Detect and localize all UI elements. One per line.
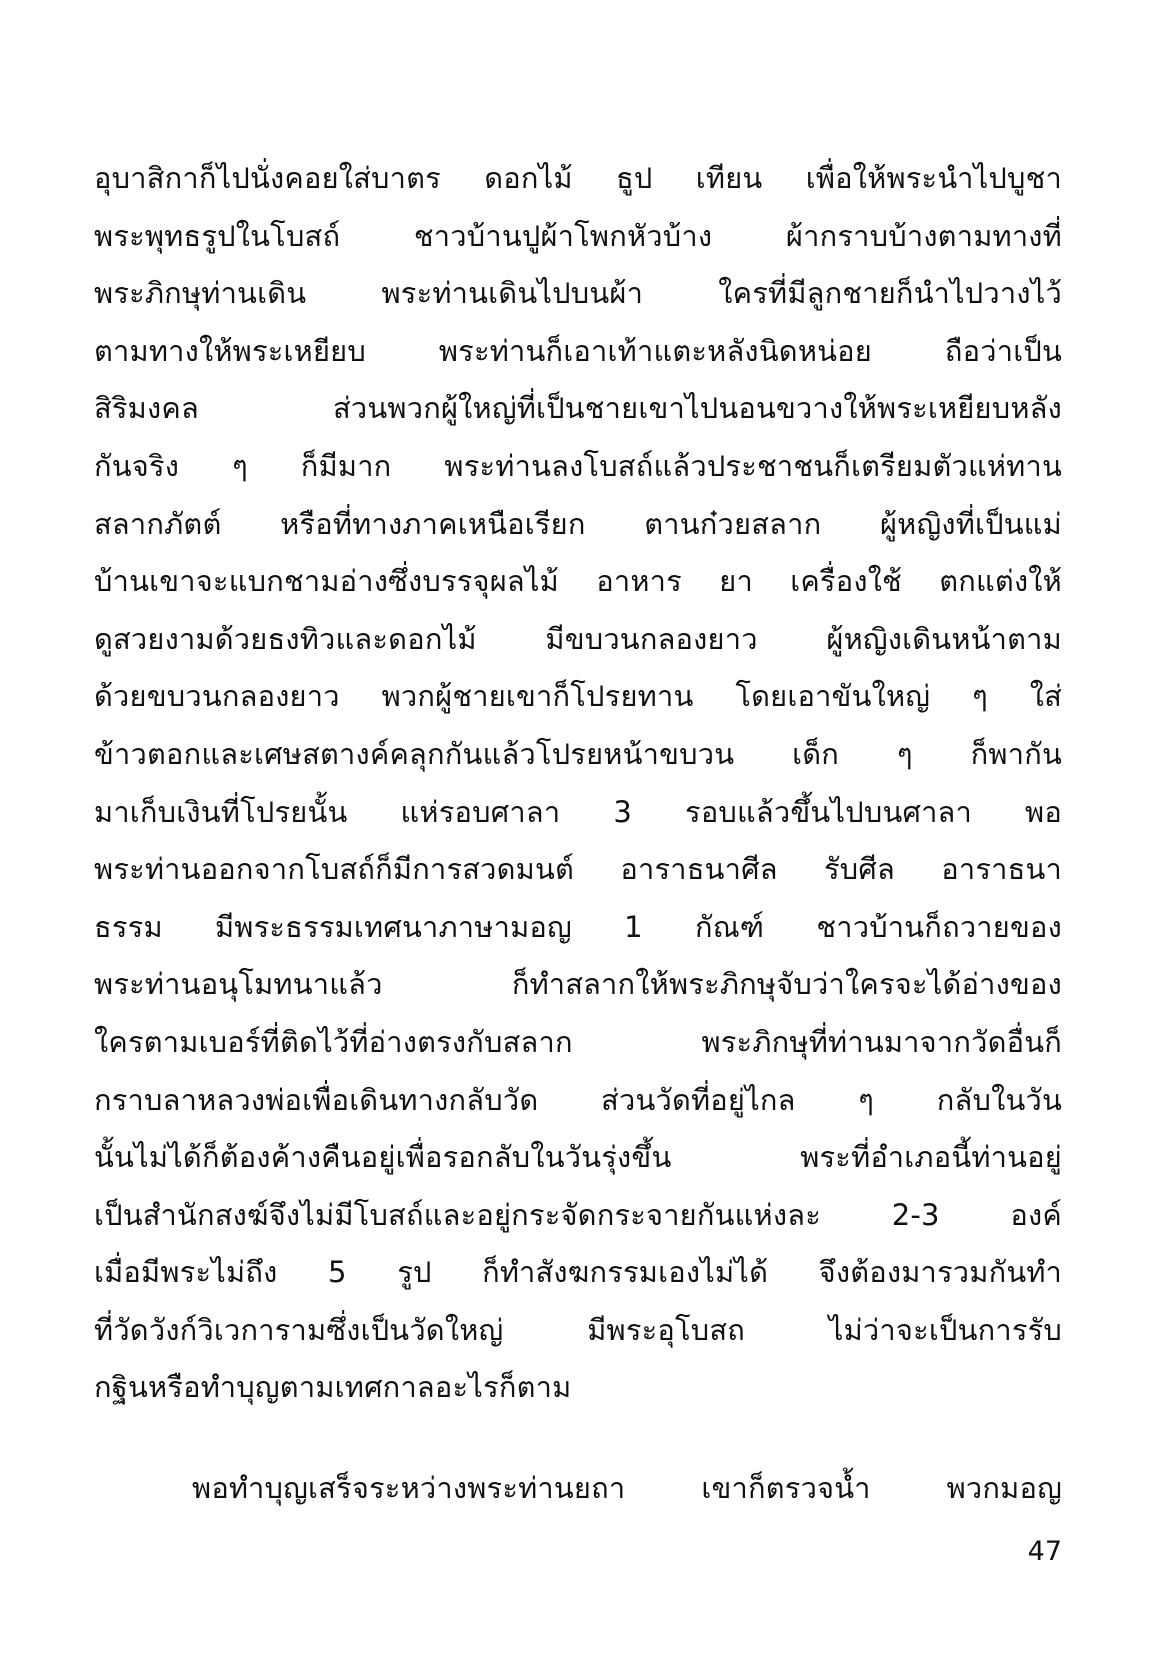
text-line: พระพุทธรูปในโบสถ์ ชาวบ้านปูผ้าโพกหัวบ้าง ผ้ากราบบ้างตามทางที่ — [94, 218, 1062, 253]
text-line: มาเก็บเงินที่โปรยนั้น แห่รอบศาลา 3 รอบแล้วขึ้นไปบนศาลา พอ — [94, 794, 1062, 829]
text-line: ใครตามเบอร์ที่ติดไว้ที่อ่างตรงกับสลาก พระภิกษุที่ท่านมาจากวัดอื่นก็ — [94, 1024, 1062, 1059]
text-line: อุบาสิกาก็ไปนั่งคอยใส่บาตร ดอกไม้ ธูป เทียน เพื่อให้พระนำไปบูชา — [94, 161, 1062, 195]
text-line: นั้นไม่ได้ก็ต้องค้างคืนอยู่เพื่อรอกลับในวันรุ่งขึ้น พระที่อำเภอนี้ท่านอยู่ — [94, 1140, 1062, 1175]
paragraph-1 — [94, 150, 1062, 1417]
text-line: ด้วยขบวนกลองยาว พวกผู้ชายเขาก็โปรยทาน โดยเอาขันใหญ่ ๆ ใส่ — [94, 679, 1062, 714]
paragraph-2 — [192, 1460, 1062, 1518]
text-line: บ้านเขาจะแบกชามอ่างซึ่งบรรจุผลไม้ อาหาร ยา เครื่องใช้ ตกแต่งให้ — [94, 564, 1062, 599]
text-line: ดูสวยงามด้วยธงทิวและดอกไม้ มีขบวนกลองยาว ผู้หญิงเดินหน้าตาม — [94, 621, 1062, 656]
text-line: พระท่านออกจากโบสถ์ก็มีการสวดมนต์ อาราธนาศีล รับศีล อาราธนา — [94, 852, 1062, 887]
text-line: กฐินหรือทำบุญตามเทศกาลอะไรก็ตาม — [94, 1370, 572, 1405]
text-line: สิริมงคล ส่วนพวกผู้ใหญ่ที่เป็นชายเขาไปนอนขวางให้พระเหยียบหลัง — [94, 391, 1062, 426]
text-line: เมื่อมีพระไม่ถึง 5 รูป ก็ทำสังฆกรรมเองไม่ได้ จึงต้องมารวมกันทำ — [94, 1255, 1062, 1290]
text-line: กราบลาหลวงพ่อเพื่อเดินทางกลับวัด ส่วนวัดที่อยู่ไกล ๆ กลับในวัน — [94, 1082, 1062, 1117]
text-line: กันจริง ๆ ก็มีมาก พระท่านลงโบสถ์แล้วประชาชนก็เตรียมตัวแห่ทาน — [94, 448, 1062, 483]
text-line: สลากภัตต์ หรือที่ทางภาคเหนือเรียก ตานก๋วยสลาก ผู้หญิงที่เป็นแม่ — [94, 506, 1062, 541]
text-line: ที่วัดวังก์วิเวการามซึ่งเป็นวัดใหญ่ มีพระอุโบสถ ไม่ว่าจะเป็นการรับ — [94, 1312, 1062, 1347]
page-number: 47 — [1027, 1536, 1062, 1567]
text-line: ตามทางให้พระเหยียบ พระท่านก็เอาเท้าแตะหลังนิดหน่อย ถือว่าเป็น — [94, 333, 1062, 368]
text-line: ข้าวตอกและเศษสตางค์คลุกกันแล้วโปรยหน้าขบวน เด็ก ๆ ก็พากัน — [94, 736, 1062, 771]
text-line: พอทำบุญเสร็จระหว่างพระท่านยถา เขาก็ตรวจน้ำ พวกมอญ — [192, 1471, 1062, 1505]
text-line: เป็นสำนักสงฆ์จึงไม่มีโบสถ์และอยู่กระจัดกระจายกันแห่งละ 2-3 องค์ — [94, 1197, 1062, 1232]
text-line: ธรรม มีพระธรรมเทศนาภาษามอญ 1 กัณฑ์ ชาวบ้านก็ถวายของ — [94, 909, 1062, 944]
text-line: พระภิกษุท่านเดิน พระท่านเดินไปบนผ้า ใครที่มีลูกชายก็นำไปวางไว้ — [94, 276, 1062, 311]
text-line: พระท่านอนุโมทนาแล้ว ก็ทำสลากให้พระภิกษุจับว่าใครจะได้อ่างของ — [94, 967, 1062, 1002]
